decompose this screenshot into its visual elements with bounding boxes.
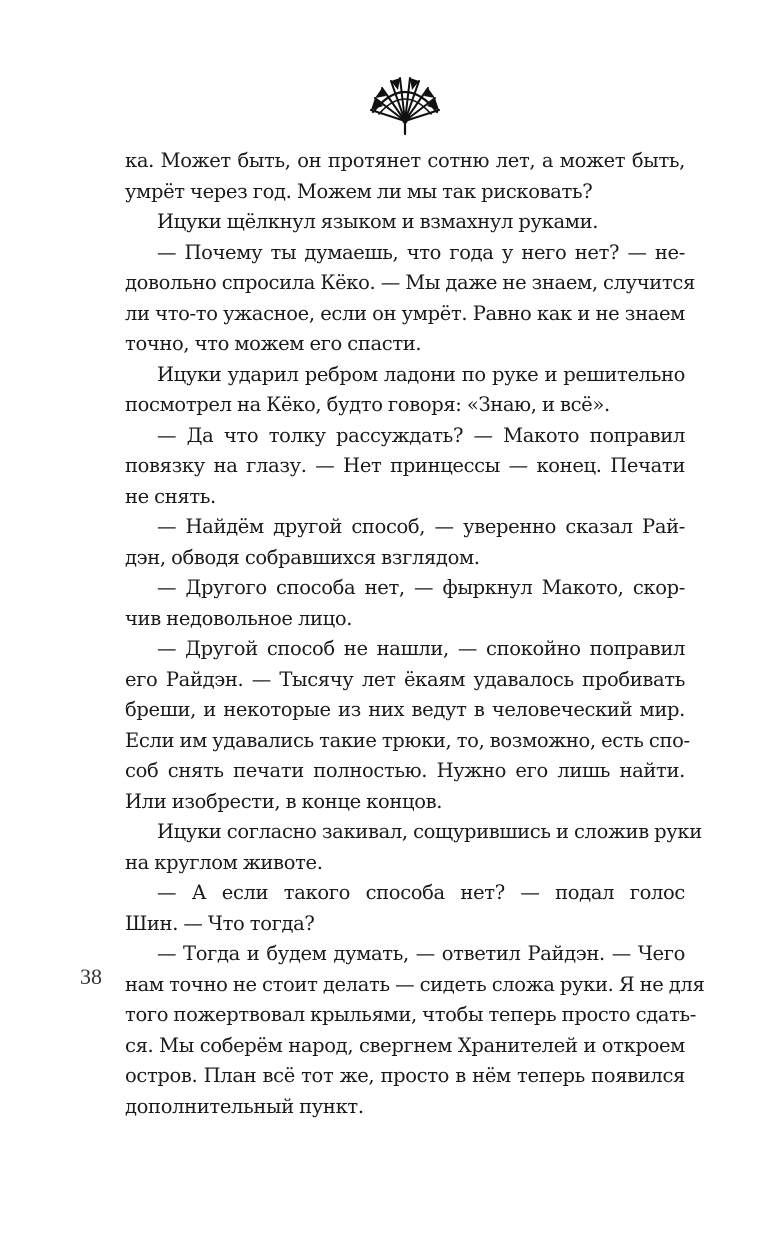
text-line: на круглом животе. (125, 850, 323, 874)
text-line: ся. Мы соберём народ, свергнем Хранителей и откроем (125, 1033, 685, 1057)
text-line: не снять. (125, 484, 216, 508)
text-line: чив недовольное лицо. (125, 606, 353, 630)
body-text (125, 146, 705, 1122)
page-number: 38 (80, 964, 102, 989)
text-line: — Да что толку рассуждать? — Макото поправил (157, 423, 685, 447)
text-line: — Почему ты думаешь, что года у него нет? — не- (157, 240, 685, 264)
text-line: соб снять печати полностью. Нужно его лишь найти. (125, 759, 685, 782)
text-line: того пожертвовал крыльями, чтобы теперь просто сдать- (125, 1003, 697, 1026)
text-line: бреши, и некоторые из них ведут в человеческий мир. (125, 698, 685, 721)
text-line: нам точно не стоит делать — сидеть сложа руки. Я не для (125, 972, 705, 996)
text-line: дополнительный пункт. (125, 1094, 364, 1118)
text-line: Если им удавались такие трюки, то, возможно, есть спо- (125, 728, 690, 752)
text-line: посмотрел на Кёко, будто говоря: «Знаю, и всё». (125, 393, 610, 416)
text-line: Или изобрести, в конце концов. (125, 789, 443, 813)
text-line: ка. Может быть, он протянет сотню лет, а может быть, (125, 149, 685, 172)
text-line: повязку на глазу. — Нет принцессы — конец. Печати (125, 454, 685, 477)
text-line: ли что-то ужасное, если он умрёт. Равно как и не знаем (125, 301, 685, 325)
text-line: — Другой способ не нашли, — спокойно поправил (157, 637, 685, 660)
text-line: — А если такого способа нет? — подал голос (157, 881, 685, 904)
text-line: остров. План всё тот же, просто в нём теперь появился (125, 1064, 685, 1087)
text-line: точно, что можем его спасти. (125, 332, 422, 355)
text-line: довольно спросила Кёко. — Мы даже не знаем, случится (125, 271, 695, 294)
folding-fan-icon (365, 74, 445, 136)
text-line: умрёт через год. Можем ли мы так рисковать? (125, 179, 593, 203)
text-line: его Райдэн. — Тысячу лет ёкаям удавалось пробивать (125, 667, 685, 691)
text-line: Ицуки согласно закивал, сощурившись и сложив руки (157, 820, 702, 843)
text-line: — Найдём другой способ, — уверенно сказал Рай- (157, 515, 685, 538)
text-line: Ицуки ударил ребром ладони по руке и решительно (157, 362, 685, 386)
text-line: — Другого способа нет, — фыркнул Макото, скор- (157, 576, 685, 599)
text-line: — Тогда и будем думать, — ответил Райдэн. — Чего (157, 942, 685, 965)
text-line: дэн, обводя собравшихся взглядом. (125, 545, 480, 569)
text-line: Ицуки щёлкнул языком и взмахнул руками. (157, 210, 599, 233)
text-line: Шин. — Что тогда? (125, 911, 315, 935)
